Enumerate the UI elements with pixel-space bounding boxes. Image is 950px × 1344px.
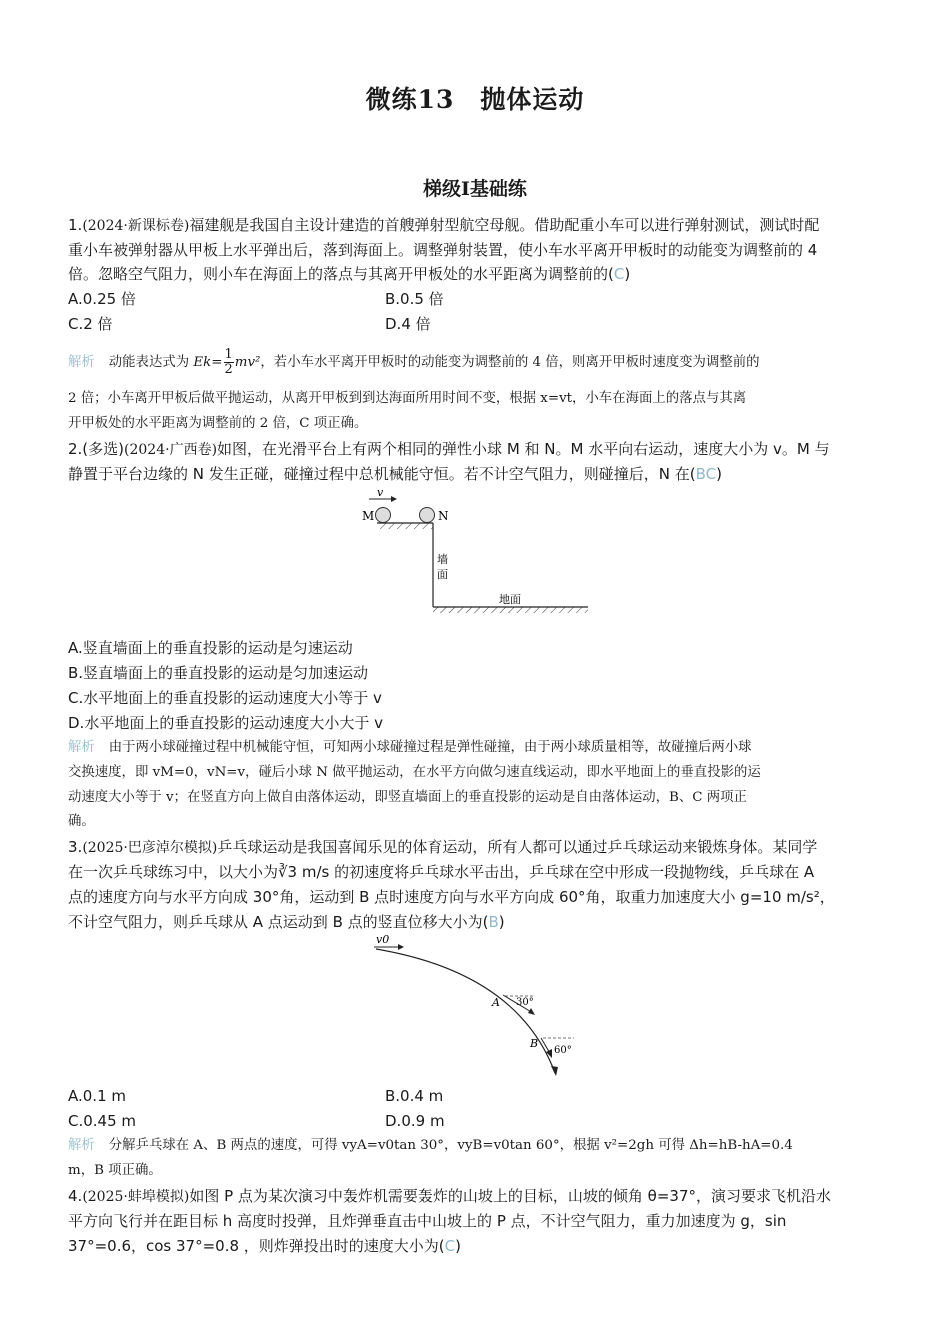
q2-number: 2.(多选): [68, 440, 125, 458]
q1-analysis-2: 2 倍；小车离开甲板后做平抛运动，从离开甲板到到达海面所用时间不变，根据 x=vt，小车在海面上的落点与其离: [68, 391, 747, 406]
q1-source: (2024·新课标卷): [82, 218, 190, 234]
q2-answer: BC: [695, 465, 717, 483]
trajectory-arrow-head: [551, 1066, 558, 1076]
q3-text: 乒乓球运动是我国喜闻乐见的体育运动，所有人都可以通过乒乓球运动来锻炼身体。某同学: [217, 838, 818, 856]
q1-line-3: [68, 263, 630, 285]
q1-line-2: 重小车被弹射器从甲板上水平弹出后，落到海面上。调整弹射装置，使小车水平离开甲板时的动能变为调整前的 4: [68, 241, 818, 259]
q2-analysis-text: 由于两小球碰撞过程中机械能守恒，可知两小球碰撞过程是弹性碰撞，由于两小球质量相等，故碰撞后两小球: [108, 740, 752, 755]
q3-close: ): [498, 913, 505, 931]
q1-line-1: [68, 214, 819, 237]
q3-option-c: C.0.45 m: [68, 1112, 137, 1130]
q3-line-1: [68, 836, 817, 859]
q4-number: 4.: [68, 1187, 83, 1205]
q2-option-c: C.水平地面上的垂直投影的运动速度大小等于 v: [68, 689, 382, 707]
q1-option-d: D.4 倍: [385, 315, 431, 333]
label-m: M: [362, 509, 375, 523]
q2-analysis-1: [68, 737, 752, 759]
q3-analysis-text: 分解乒乓球在 A、B 两点的速度，可得 vyA=v0tan 30°，vyB=v0tan 60°，根据 v²=2gh 可得 Δh=hB-hA=0.4: [108, 1138, 793, 1153]
q2-option-d: D.水平地面上的垂直投影的运动速度大小大于 v: [68, 714, 383, 732]
q3-source: (2025·巴彦淖尔模拟): [82, 840, 218, 856]
q1-analysis-text: 动能表达式为: [108, 355, 194, 370]
q3-analysis-2: m，B 项正确。: [68, 1163, 162, 1178]
q2-analysis-3: 动速度大小等于 v；在竖直方向上做自由落体运动，即竖直墙面上的垂直投影的运动是自由落体运动，B、C 两项正: [68, 790, 747, 805]
q3-line-4: [68, 911, 505, 933]
q3-line-2: 在一次乒乓球练习中，以大小为∛3 m/s 的初速度将乒乓球水平击出，乒乓球在空中形成一段抛物线，乒乓球在 A: [68, 863, 815, 881]
formula-num: 1: [224, 347, 233, 362]
q2-option-b: B.竖直墙面上的垂直投影的运动是匀加速运动: [68, 664, 369, 682]
q2-line-1: [68, 438, 830, 461]
q2-source: (2024·广西卷): [124, 442, 218, 458]
label-b: B: [530, 1037, 539, 1050]
platform-hatch: [377, 523, 433, 529]
q4-line-2: 平方向飞行并在距目标 h 高度时投弹，且炸弹垂直击中山坡上的 P 点，不计空气阻力，重力加速度为 g，sin: [68, 1212, 787, 1230]
q2-option-a: A.竖直墙面上的垂直投影的运动是匀速运动: [68, 639, 353, 657]
page-title: 微练13 抛体运动: [365, 85, 585, 114]
label-v0: v0: [376, 933, 390, 946]
q2-analysis-4: 确。: [68, 814, 95, 829]
ground-hatch: [433, 607, 588, 613]
q1-analysis-3: 开甲板处的水平距离为调整前的 2 倍，C 项正确。: [68, 416, 368, 431]
q4-source: (2025·蚌埠模拟): [82, 1189, 190, 1205]
q1-answer: C: [613, 265, 625, 283]
q3-number: 3.: [68, 838, 83, 856]
q1-number: 1.: [68, 216, 83, 234]
q1-close: ): [624, 265, 631, 283]
q1-analysis-text-b: ，若小车水平离开甲板时的动能变为调整前的 4 倍，则离开甲板时速度变为调整前的: [260, 355, 760, 370]
q3-text-4: 不计空气阻力，则乒乓球从 A 点运动到 B 点的竖直位移大小为(: [68, 913, 489, 931]
q3-figure: [368, 933, 588, 1078]
q4-line-1: [68, 1185, 831, 1208]
q2-analysis-tag: 解析: [68, 740, 95, 755]
ball-m: [376, 508, 391, 523]
label-n: N: [438, 509, 449, 523]
q2-text: 如图，在光滑平台上有两个相同的弹性小球 M 和 N。M 水平向右运动，速度大小为 v。M 与: [217, 440, 830, 458]
formula-ek: Ek=: [193, 355, 223, 370]
q3-option-b: B.0.4 m: [385, 1087, 444, 1105]
q2-figure: [355, 486, 595, 616]
q1-text-3: 倍。忽略空气阻力，则小车在海面上的落点与其离开甲板处的水平距离为调整前的(: [68, 265, 614, 283]
formula-fraction: [224, 348, 234, 377]
tangent-a-head: [528, 1008, 535, 1015]
q2-analysis-2: 交换速度，即 vM=0，vN=v，碰后小球 N 做平抛运动，在水平方向做匀速直线运动，即水平地面上的垂直投影的运: [68, 765, 761, 780]
formula-tail: mv²: [234, 355, 261, 370]
formula-den: 2: [224, 362, 233, 377]
q1-analysis-1: [68, 348, 760, 377]
trajectory: [376, 949, 555, 1073]
q4-answer: C: [444, 1237, 456, 1255]
q4-text: 如图 P 点为某次演习中轰炸机需要轰炸的山坡上的目标，山坡的倾角 θ=37°，演习要求飞机沿水: [189, 1187, 832, 1205]
q1-text: 福建舰是我国自主设计建造的首艘弹射型航空母舰。借助配重小车可以进行弹射测试，测试时配: [189, 216, 820, 234]
q3-line-3: 点的速度方向与水平方向成 30°角，运动到 B 点时速度方向与水平方向成 60°角，取重力加速度大小 g=10 m/s²，: [68, 888, 835, 906]
ball-n: [420, 508, 435, 523]
label-wall-1: 墙: [437, 553, 448, 566]
velocity-arrow-head: [391, 496, 397, 502]
label-v: v: [377, 486, 384, 499]
q4-close: ): [455, 1237, 461, 1255]
label-a: A: [492, 996, 500, 1009]
q3-analysis-tag: 解析: [68, 1138, 95, 1153]
v0-arrow-head: [398, 944, 404, 950]
q1-option-c: C.2 倍: [68, 315, 113, 333]
label-ground: 地面: [499, 593, 521, 606]
q1-analysis-tag: 解析: [68, 355, 95, 370]
q1-option-a: A.0.25 倍: [68, 290, 136, 308]
q4-text-3: 37°=0.6，cos 37°=0.8 ，则炸弹投出时的速度大小为(: [68, 1237, 445, 1255]
q3-analysis-1: [68, 1135, 793, 1157]
q3-option-d: D.0.9 m: [385, 1112, 445, 1130]
q2-text-2: 静置于平台边缘的 N 发生正碰，碰撞过程中总机械能守恒。若不计空气阻力，则碰撞后，N 在(: [68, 465, 696, 483]
q3-answer: B: [488, 913, 499, 931]
label-30: 30°: [516, 997, 534, 1008]
label-wall-2: 面: [437, 568, 448, 581]
q2-line-2: [68, 463, 722, 485]
label-60: 60°: [554, 1045, 572, 1056]
q2-close: ): [716, 465, 722, 483]
q3-option-a: A.0.1 m: [68, 1087, 127, 1105]
q4-line-3: [68, 1235, 461, 1257]
section-heading: 梯级Ⅰ基础练: [423, 178, 527, 200]
q1-option-b: B.0.5 倍: [385, 290, 444, 308]
